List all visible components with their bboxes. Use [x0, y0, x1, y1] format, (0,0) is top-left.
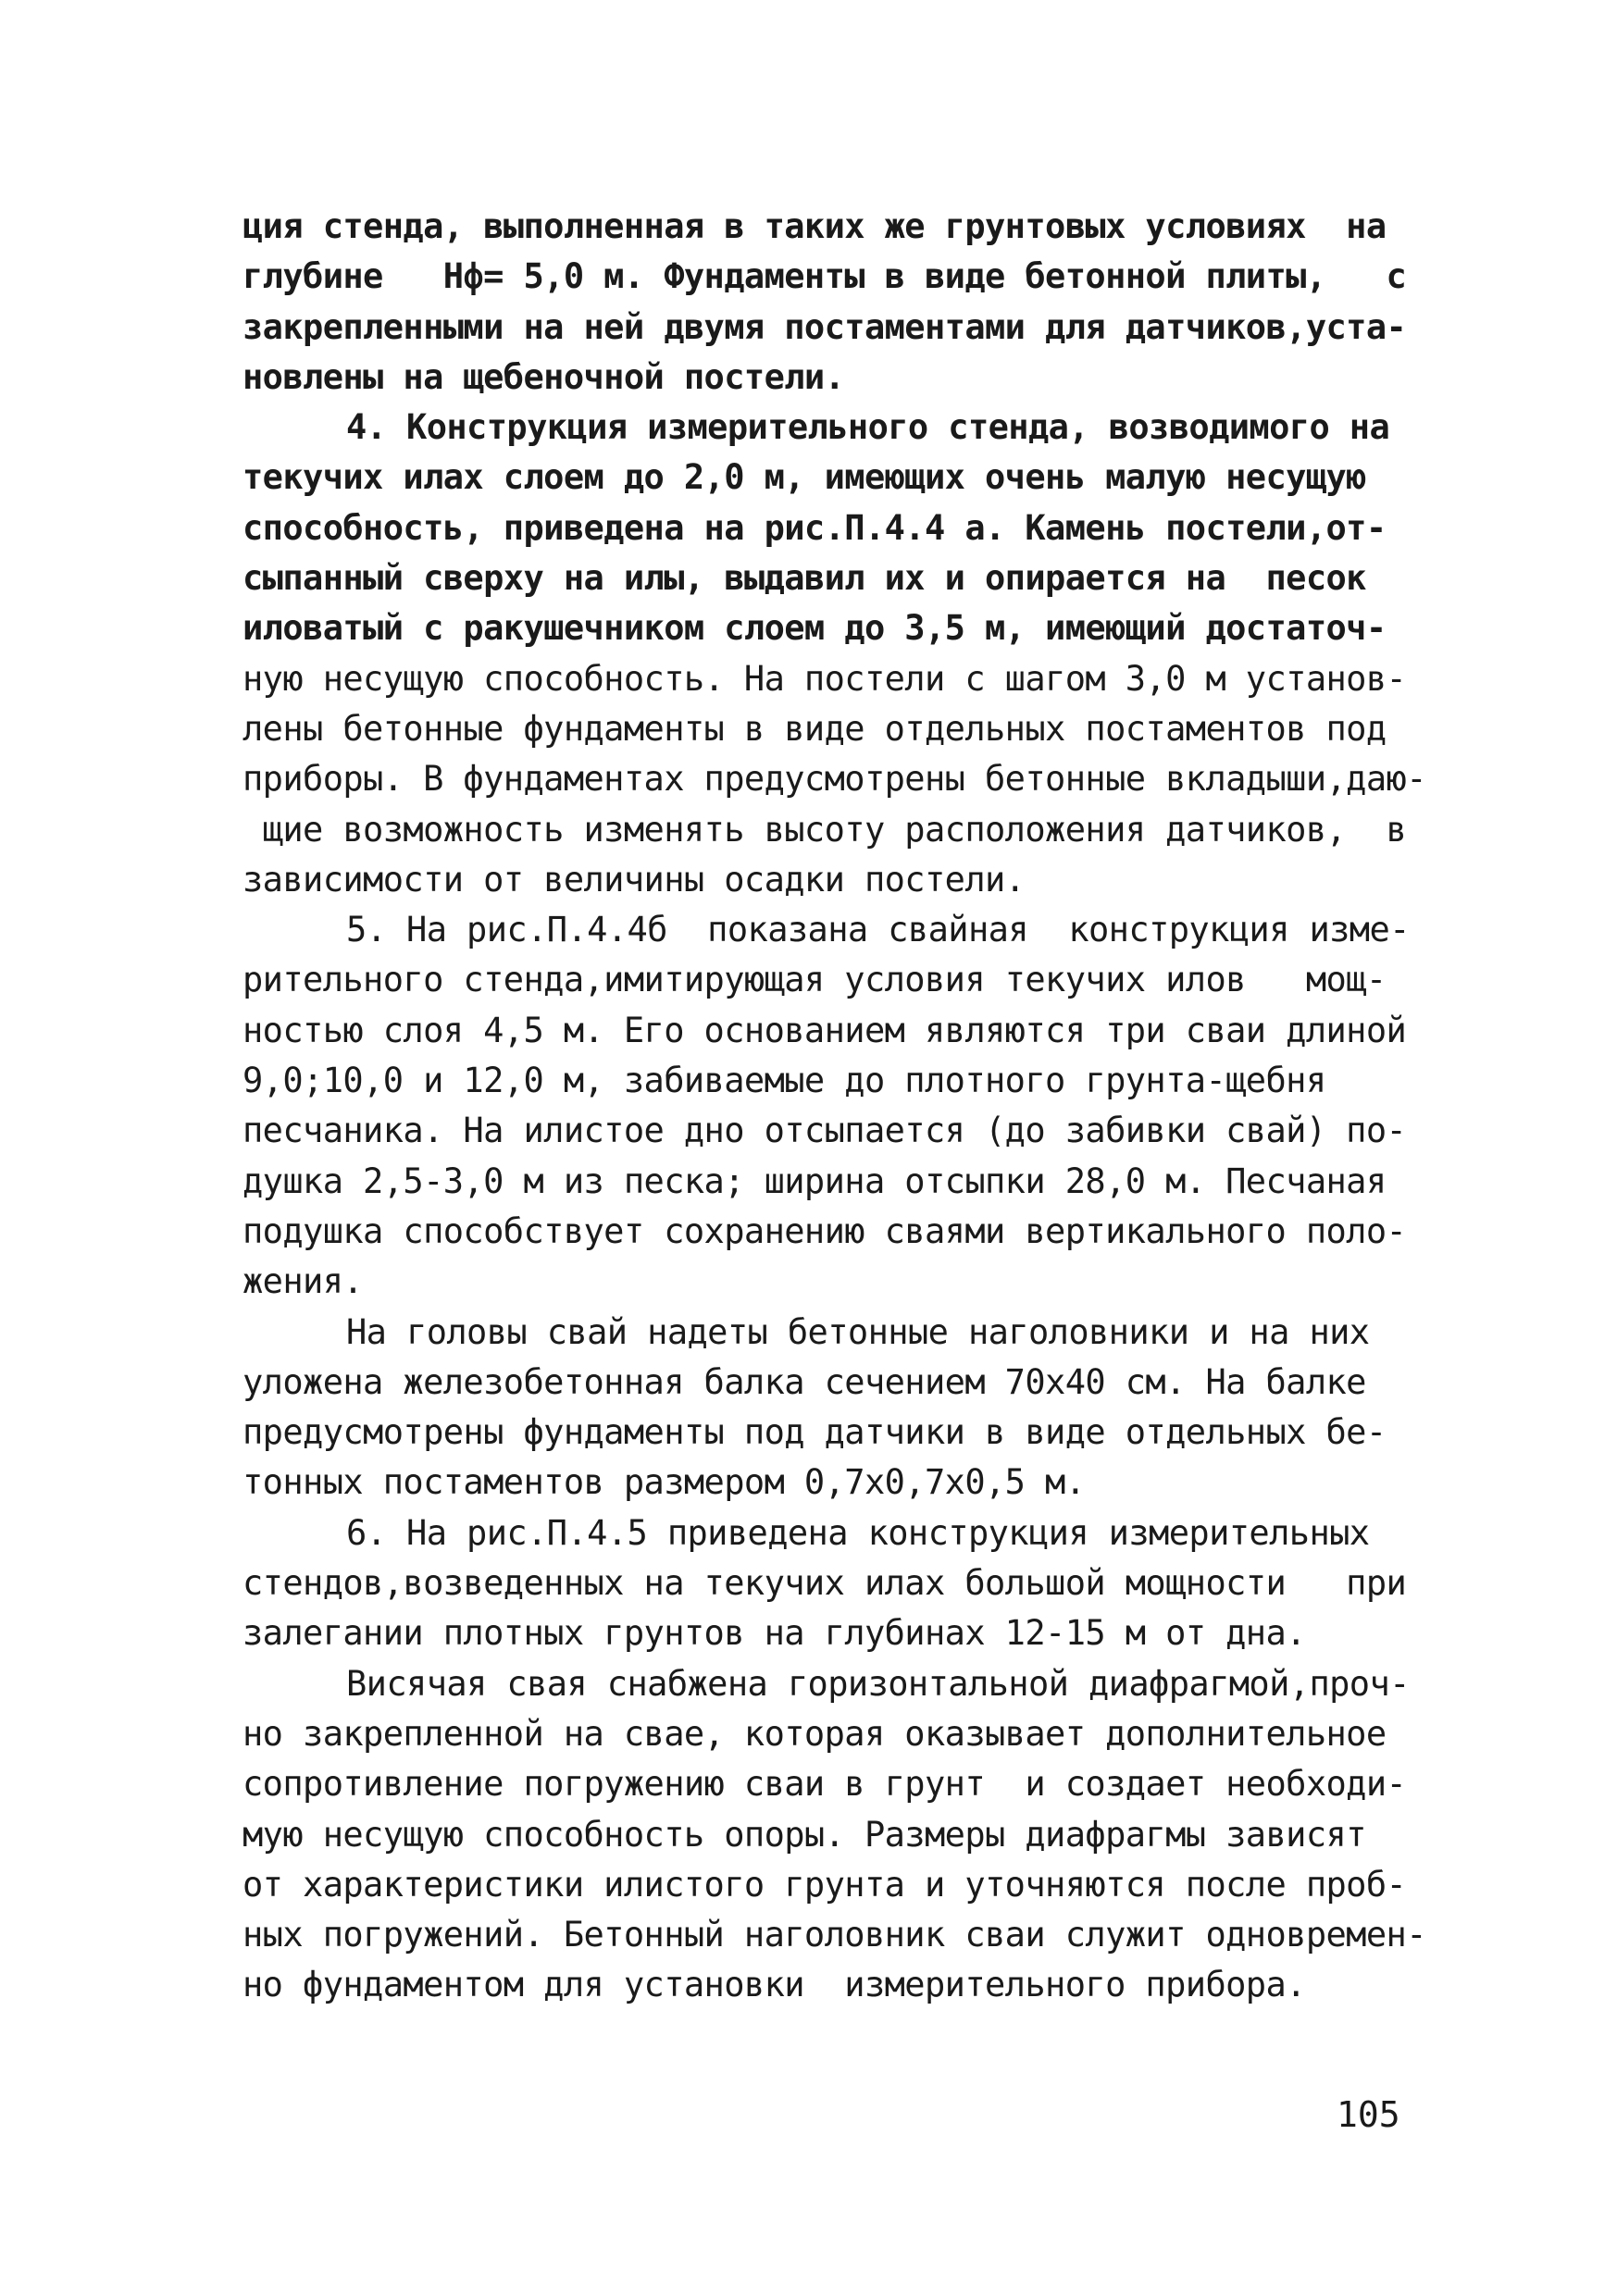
text-line: ных погружений. Бетонный наголовник сваи служит одновремен-: [243, 1915, 1426, 1955]
text-line: стендов,возведенных на текучих илах большой мощности при: [243, 1563, 1407, 1604]
text-line: новлены на щебеночной постели.: [243, 356, 845, 397]
text-line: лены бетонные фундаменты в виде отдельных постаментов под: [243, 708, 1387, 749]
text-line: сопротивление погружению сваи в грунт и создает необходи-: [243, 1764, 1407, 1805]
text-line: иловатый с ракушечником слоем до 3,5 м, имеющий достаточ-: [243, 608, 1387, 649]
text-line: сыпанный сверху на илы, выдавил их и опирается на песок: [243, 558, 1366, 599]
text-line: способность, приведена на рис.П.4.4 а. Камень постели,от-: [243, 507, 1387, 548]
text-line: зависимости от величины осадки постели.: [243, 859, 1026, 900]
text-line: 6. На рис.П.4.5 приведена конструкция измерительных: [346, 1512, 1370, 1553]
text-line: уложена железобетонная балка сечением 70х40 см. На балке: [243, 1361, 1366, 1402]
text-line: но фундаментом для установки измерительного прибора.: [243, 1965, 1306, 2005]
text-line: ция стенда, выполненная в таких же грунтовых условиях на: [243, 206, 1387, 246]
text-line: ную несущую способность. На постели с шагом 3,0 м установ-: [243, 658, 1407, 699]
text-line: предусмотрены фундаменты под датчики в виде отдельных бе-: [243, 1412, 1387, 1453]
text-line: На головы свай надеты бетонные наголовники и на них: [346, 1311, 1370, 1352]
text-line: приборы. В фундаментах предусмотрены бетонные вкладыши,даю-: [243, 759, 1426, 800]
text-line: ностью слоя 4,5 м. Его основанием являются три сваи длиной: [243, 1010, 1407, 1050]
text-line: Висячая свая снабжена горизонтальной диафрагмой,проч-: [346, 1663, 1410, 1704]
text-line: от характеристики илистого грунта и уточняются после проб-: [243, 1864, 1407, 1905]
text-line: глубине Hф= 5,0 м. Фундаменты в виде бетонной плиты, с: [243, 256, 1407, 297]
text-line: текучих илах слоем до 2,0 м, имеющих очень малую несущую: [243, 457, 1366, 498]
text-line: залегании плотных грунтов на глубинах 12-15 м от дна.: [243, 1613, 1306, 1654]
body-text: [243, 202, 1437, 2011]
text-line: но закрепленной на свае, которая оказывает дополнительное: [243, 1713, 1387, 1754]
text-line: жения.: [243, 1261, 364, 1302]
text-line: 5. На рис.П.4.4б показана свайная конструкция изме-: [346, 910, 1410, 950]
page-number: 105: [1337, 2094, 1400, 2135]
text-line: душка 2,5-3,0 м из песка; ширина отсыпки 28,0 м. Песчаная: [243, 1160, 1387, 1201]
text-line: щие возможность изменять высоту расположения датчиков, в: [243, 809, 1407, 850]
text-line: мую несущую способность опоры. Размеры диафрагмы зависят: [243, 1814, 1366, 1855]
text-line: тонных постаментов размером 0,7х0,7х0,5 м.: [243, 1462, 1086, 1503]
text-line: 9,0;10,0 и 12,0 м, забиваемые до плотного грунта-щебня: [243, 1061, 1326, 1101]
text-line: песчаника. На илистое дно отсыпается (до забивки свай) по-: [243, 1111, 1407, 1151]
text-line: подушка способствует сохранению сваями вертикального поло-: [243, 1210, 1407, 1251]
text-line: закрепленными на ней двумя постаментами для датчиков,уста-: [243, 306, 1407, 347]
text-line: рительного стенда,имитирующая условия текучих илов мощ-: [243, 960, 1387, 1000]
text-line: 4. Конструкция измерительного стенда, возводимого на: [346, 407, 1390, 448]
